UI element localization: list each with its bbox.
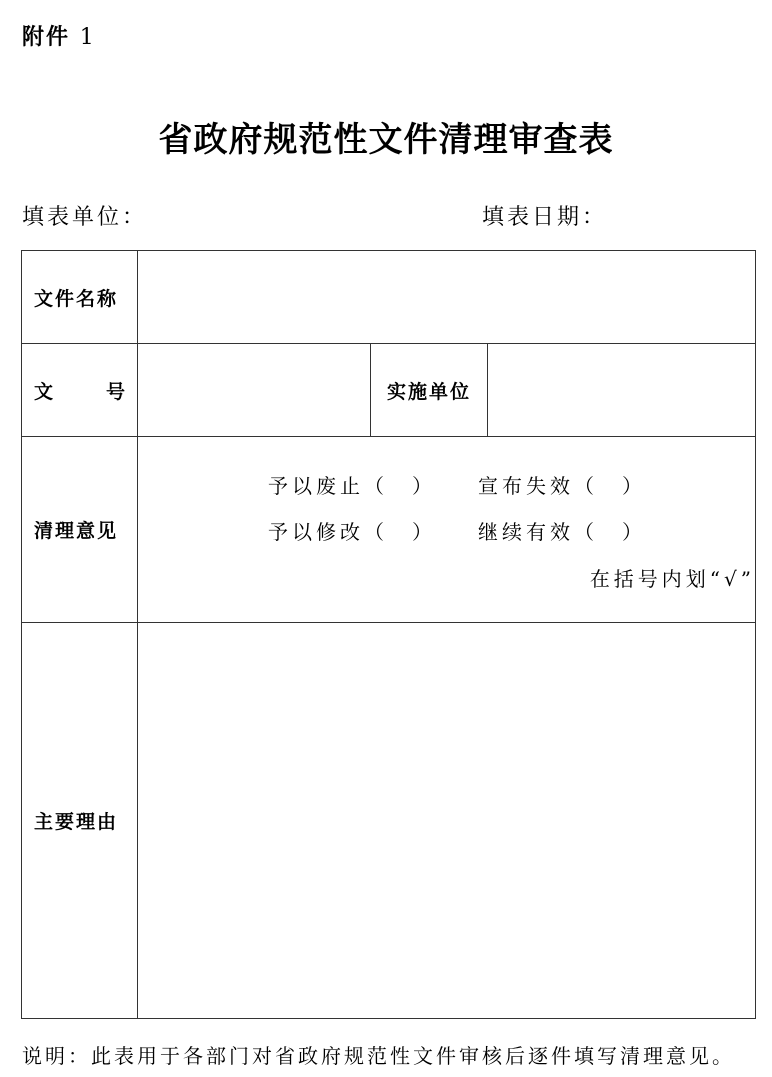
doc-number-label-cell — [22, 344, 138, 437]
option-amend[interactable]: 予以修改（ ） — [268, 520, 436, 544]
option-abolish[interactable]: 予以废止（ ） — [268, 474, 436, 498]
doc-number-label-left: 文 — [34, 380, 56, 403]
option-continue[interactable]: 继续有效（ ） — [478, 520, 646, 544]
check-instruction: 在括号内划“√” — [589, 567, 756, 591]
file-name-field[interactable] — [138, 251, 756, 344]
file-name-label: 文件名称 — [22, 251, 138, 344]
fill-date-label: 填表日期： — [482, 205, 608, 230]
reason-label: 主要理由 — [22, 623, 138, 1019]
annex-number: 1 — [79, 25, 96, 50]
doc-number-label-right: 号 — [105, 380, 127, 403]
document-title: 省政府规范性文件清理审查表 — [158, 120, 614, 160]
impl-unit-field[interactable] — [488, 344, 756, 437]
footer-note: 说明：此表用于各部门对省政府规范性文件审核后逐件填写清理意见。 — [22, 1044, 735, 1068]
annex-text: 附件 — [22, 25, 71, 50]
review-form-table — [21, 250, 756, 1019]
option-invalidate[interactable]: 宣布失效（ ） — [478, 474, 646, 498]
opinion-options-cell — [138, 437, 756, 623]
impl-unit-label: 实施单位 — [371, 344, 488, 437]
reason-field[interactable] — [138, 623, 756, 1019]
doc-number-field[interactable] — [138, 344, 371, 437]
opinion-label: 清理意见 — [22, 437, 138, 623]
fill-unit-label: 填表单位： — [22, 205, 148, 230]
annex-label — [22, 20, 96, 51]
